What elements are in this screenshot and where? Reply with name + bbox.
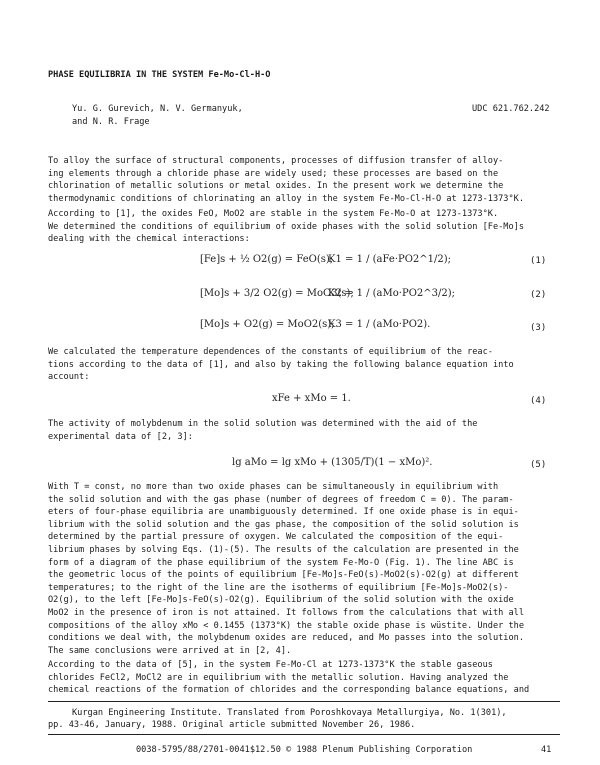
footnote-affiliation: Kurgan Engineering Institute. Translated from Poroshkovaya Metallurgiya, No. 1(301), [72,708,507,718]
equation-5: lg aMo = lg xMo + (1305/T)(1 − xMo)². [232,457,433,468]
equation-1-constant: K1 = 1 / (aFe·PO2^1/2); [328,254,452,265]
equation-3-constant: K3 = 1 / (aMo·PO2). [328,319,431,330]
equation-3-number: (3) [530,323,547,333]
equation-3-reaction: [Mo]s + O2(g) = MoO2(s); [200,319,335,330]
paragraph-activity [48,418,560,443]
paragraph-intro [48,155,560,205]
text-line: form of a diagram of the phase equilibrium of the system Fe-Mo-O (Fig. 1). The line ABC is [48,557,514,568]
equation-2-number: (2) [530,290,547,300]
text-line: The activity of molybdenum in the solid solution was determined with the aid of the [48,419,478,429]
page-number: 41 [541,745,552,755]
text-line: chlorination of metallic solutions or metal oxides. In the present work we determine the [48,181,504,192]
footnote-divider [48,701,560,702]
text-line: determined by the partial pressure of oxygen. We calculated the composition of the equi- [48,532,504,543]
equation-4: xFe + xMo = 1. [272,393,351,404]
text-line: tions according to the data of [1], and also by taking the following balance equation into [48,359,514,370]
footer-divider [48,734,560,735]
paragraph-chlorides [48,659,560,697]
equation-1-number: (1) [530,256,547,266]
text-line: O2(g), to the left [Fe-Mo]s-FeO(s)-O2(g). Equilibrium of the solid solution with the oxide [48,595,514,606]
text-line: chemical reactions of the formation of chlorides and the corresponding balance equations, and [48,685,530,696]
equation-2-constant: K2 = 1 / (aMo·PO2^3/2); [328,288,455,299]
authors-line-2: and N. R. Frage [72,117,150,127]
equation-1-reaction: [Fe]s + ½ O2(g) = FeO(s); [200,254,334,265]
equation-2-reaction: [Mo]s + 3/2 O2(g) = MoO3(s); [200,288,354,299]
text-line: the solid solution and with the gas phase (number of degrees of freedom C = 0). The param- [48,494,514,505]
udc-code: UDC 621.762.242 [472,104,550,114]
equation-4-number: (4) [530,396,547,406]
text-line: librium phases by solving Eqs. (1)-(5). The results of the calculation are presented in the [48,544,519,555]
text-line: ing elements through a chloride phase are widely used; these processes are based on the [48,168,499,179]
text-line: With T = const, no more than two oxide phases can be simultaneously in equilibrium with [48,482,499,492]
text-line: dealing with the chemical interactions: [48,234,250,245]
text-line: conditions we deal with, the molybdenum oxides are reduced, and Mo passes into the solution. [48,633,524,644]
equation-5-number: (5) [530,460,547,470]
text-line: To alloy the surface of structural components, processes of diffusion transfer of alloy- [48,156,504,166]
text-line: We calculated the temperature dependences of the constants of equilibrium of the reac- [48,347,493,357]
text-line: the geometric locus of the points of equilibrium [Fe-Mo]s-FeO(s)-MoO2(s)-O2(g) at different [48,570,519,581]
text-line: account: [48,372,90,383]
text-line: The same conclusions were arrived at in [2, 4]. [48,645,292,656]
text-line: chlorides FeCl2, MoCl2 are in equilibrium with the metallic solution. Having analyzed the [48,672,509,683]
paragraph-phase-equilibria [48,481,560,657]
paper-title: PHASE EQUILIBRIA IN THE SYSTEM Fe-Mo-Cl-H-O [48,70,271,80]
text-line: We determined the conditions of equilibrium of oxide phases with the solid solution [Fe-Mo]s [48,221,524,232]
paragraph-oxides [48,208,560,246]
text-line: According to [1], the oxides FeO, MoO2 are stable in the system Fe-Mo-O at 1273-1373°K. [48,209,499,219]
text-line: MoO2 in the presence of iron is not attained. It follows from the calculations that with all [48,607,524,618]
copyright-line: 0038-5795/88/2701-0041$12.50 © 1988 Plenum Publishing Corporation [136,745,473,755]
authors-line-1: Yu. G. Gurevich, N. V. Germanyuk, [72,104,243,114]
text-line: librium with the solid solution and the gas phase, the composition of the solid solution is [48,519,519,530]
footnote-pages: pp. 43-46, January, 1988. Original article submitted November 26, 1986. [48,720,416,730]
text-line: According to the data of [5], in the system Fe-Mo-Cl at 1273-1373°K the stable gaseous [48,660,493,670]
text-line: thermodynamic conditions of chlorinating an alloy in the system Fe-Mo-Cl-H-O at 1273-1373°K. [48,193,524,204]
text-line: temperatures; to the right of the line are the isotherms of equilibrium [Fe-Mo]s-MoO2(s)- [48,582,509,593]
text-line: compositions of the alloy xMo < 0.1455 (1373°K) the stable oxide phase is wüstite. Under the [48,620,524,631]
paragraph-temperature [48,346,560,384]
text-line: experimental data of [2, 3]: [48,431,193,442]
text-line: eters of four-phase equilibria are unambiguously determined. If one oxide phase is in equi- [48,507,519,518]
